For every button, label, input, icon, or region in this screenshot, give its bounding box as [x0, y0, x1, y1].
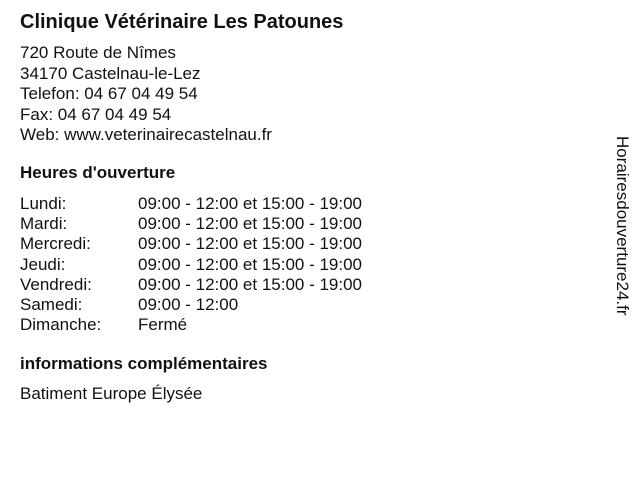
info-heading: informations complémentaires — [20, 354, 268, 373]
watermark-text: Horairesdouverture24.fr — [613, 136, 632, 316]
hours-day: Mercredi: — [20, 234, 91, 254]
website: Web: www.veterinairecastelnau.fr — [20, 125, 272, 144]
address-city: 34170 Castelnau-le-Lez — [20, 63, 201, 83]
hours-time: 09:00 - 12:00 et 15:00 - 19:00 — [138, 214, 363, 234]
hours-day: Mardi: — [20, 214, 68, 234]
hours-day: Jeudi: — [20, 254, 66, 274]
contact-block — [20, 43, 272, 146]
phone-number: Telefon: 04 67 04 49 54 — [20, 84, 198, 103]
info-text: Batiment Europe Élysée — [20, 384, 203, 403]
hours-heading: Heures d'ouverture — [20, 163, 176, 182]
hours-day: Vendredi: — [20, 274, 92, 294]
watermark — [612, 136, 632, 376]
fax-number: Fax: 04 67 04 49 54 — [20, 104, 172, 124]
hours-time: 09:00 - 12:00 et 15:00 - 19:00 — [138, 234, 363, 254]
hours-time: 09:00 - 12:00 et 15:00 - 19:00 — [138, 274, 363, 294]
address-street: 720 Route de Nîmes — [20, 43, 176, 62]
hours-day: Dimanche: — [20, 315, 102, 335]
hours-time: Fermé — [138, 315, 188, 335]
clinic-name: Clinique Vétérinaire Les Patounes — [20, 11, 344, 33]
hours-day: Samedi: — [20, 294, 83, 314]
hours-time: 09:00 - 12:00 — [138, 294, 239, 314]
hours-time: 09:00 - 12:00 et 15:00 - 19:00 — [138, 254, 363, 274]
hours-time: 09:00 - 12:00 et 15:00 - 19:00 — [138, 194, 363, 213]
hours-day: Lundi: — [20, 194, 67, 213]
